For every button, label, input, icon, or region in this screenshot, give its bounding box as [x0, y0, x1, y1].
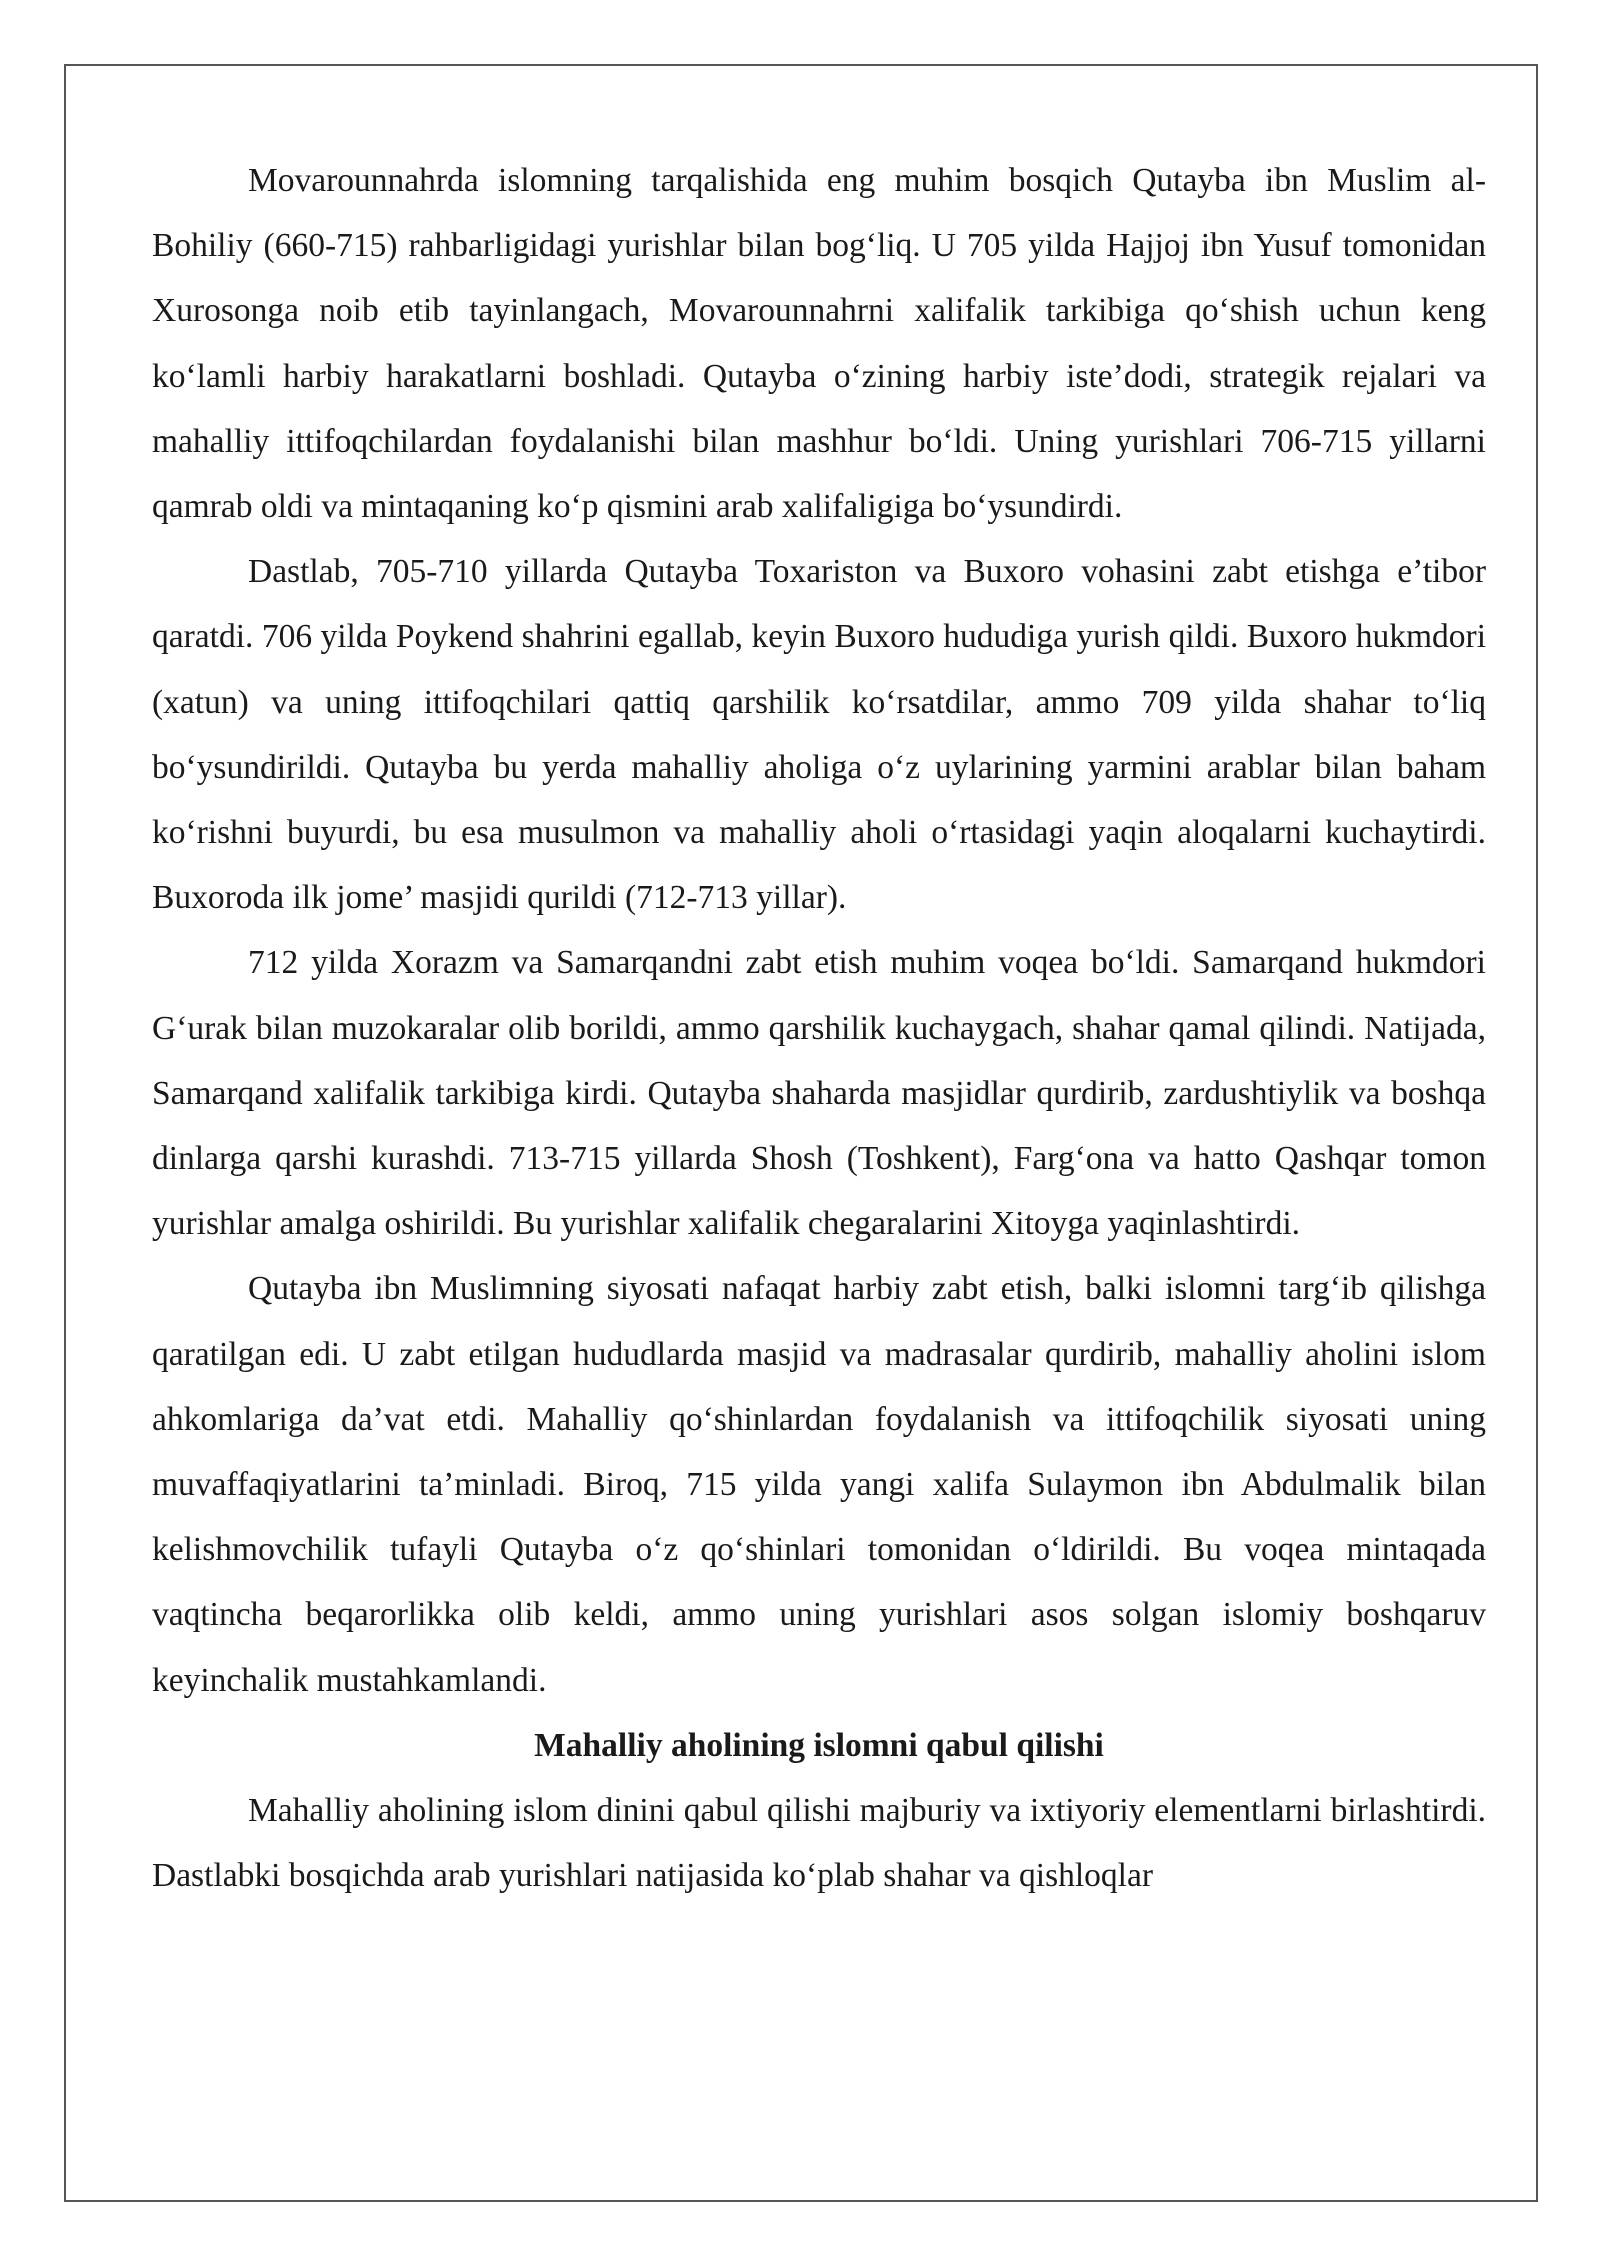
document-body [152, 148, 1486, 1908]
paragraph-qutayba-policy: Qutayba ibn Muslimning siyosati nafaqat harbiy zabt etish, balki islomni targ‘ib qilishga qaratilgan edi. U zabt etilgan hududlarda masjid va madrasalar qurdirib, mahalliy aholini islom ahkomlariga da’vat etdi. Mahalliy qo‘shinlardan foydalanish va ittifoqchilik siyosati uning muvaffaqiyatlarini ta’minladi. Biroq, 715 yilda yangi xalifa Sulaymon ibn Abdulmalik bilan kelishmovchilik tufayli Qutayba o‘z qo‘shinlari tomonidan o‘ldirildi. Bu voqea mintaqada vaqtincha beqarorlikka olib keldi, ammo uning yurishlari asos solgan islomiy boshqaruv keyinchalik mustahkamlandi. [152, 1270, 1486, 1699]
paragraph-samarkand-conquest: 712 yilda Xorazm va Samarqandni zabt etish muhim voqea bo‘ldi. Samarqand hukmdori G‘urak bilan muzokaralar olib borildi, ammo qarshilik kuchaygach, shahar qamal qilindi. Natijada, Samarqand xalifalik tarkibiga kirdi. Qutayba shaharda masjidlar qurdirib, zardushtiylik va boshqa dinlarga qarshi kurashdi. 713-715 yillarda Shosh (Toshkent), Farg‘ona va hatto Qashqar tomon yurishlar amalga oshirildi. Bu yurishlar xalifalik chegaralarini Xitoyga yaqinlashtirdi. [152, 944, 1486, 1243]
section-heading: Mahalliy aholining islomni qabul qilishi [534, 1726, 1104, 1764]
paragraph-local-conversion: Mahalliy aholining islom dinini qabul qilishi majburiy va ixtiyoriy elementlarni birlashtirdi. Dastlabki bosqichda arab yurishlari natijasida ko‘plab shahar va qishloqlar [152, 1792, 1486, 1895]
paragraph-bukhara-conquest: Dastlab, 705-710 yillarda Qutayba Toxariston va Buxoro vohasini zabt etishga e’tibor qaratdi. 706 yilda Poykend shahrini egallab, keyin Buxoro hududiga yurish qildi. Buxoro hukmdori (xatun) va uning ittifoqchilari qattiq qarshilik ko‘rsatdilar, ammo 709 yilda shahar to‘liq bo‘ysundirildi. Qutayba bu yerda mahalliy aholiga o‘z uylarining yarmini arablar bilan baham ko‘rishni buyurdi, bu esa musulmon va mahalliy aholi o‘rtasidagi yaqin aloqalarni kuchaytirdi. Buxoroda ilk jome’ masjidi qurildi (712-713 yillar). [152, 553, 1486, 917]
paragraph-qutayba-campaigns: Movarounnahrda islomning tarqalishida eng muhim bosqich Qutayba ibn Muslim al-Bohiliy (660-715) rahbarligidagi yurishlar bilan bog‘liq. U 705 yilda Hajjoj ibn Yusuf tomonidan Xurosonga noib etib tayinlangach, Movarounnahrni xalifalik tarkibiga qo‘shish uchun keng ko‘lamli harbiy harakatlarni boshladi. Qutayba o‘zining harbiy iste’dodi, strategik rejalari va mahalliy ittifoqchilardan foydalanishi bilan mashhur bo‘ldi. Uning yurishlari 706-715 yillarni qamrab oldi va mintaqaning ko‘p qismini arab xalifaligiga bo‘ysundirdi. [152, 162, 1486, 526]
